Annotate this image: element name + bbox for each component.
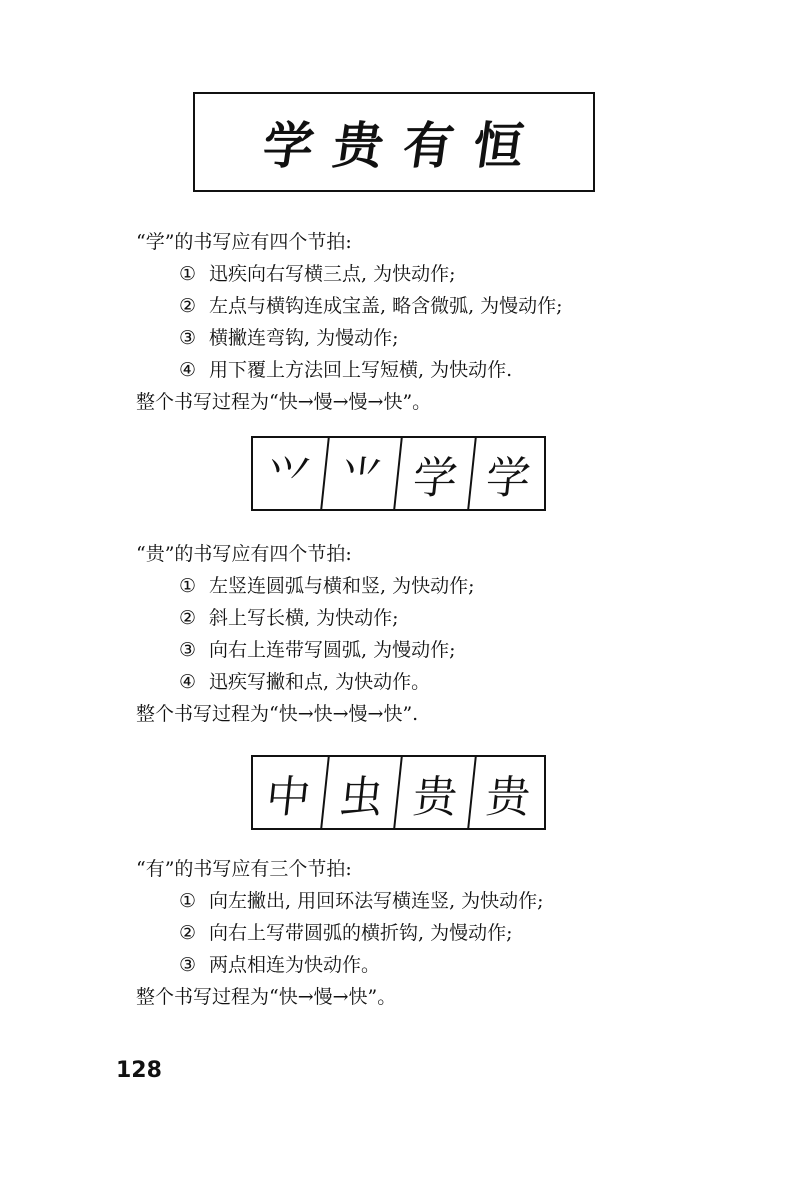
step-number: ① [179,263,197,285]
section-intro: “贵”的书写应有四个节拍: [136,543,352,565]
step-item [136,634,776,666]
section-intro: “有”的书写应有三个节拍: [136,858,352,880]
step-number: ② [179,607,197,629]
step-text: 用下覆上方法回上写短横, 为快动作. [209,359,513,381]
step-number: ③ [179,639,197,661]
step-number: ② [179,922,197,944]
section-xue [136,226,776,418]
stroke-sequence-xue [251,436,546,511]
section-gui [136,538,776,730]
step-item [136,258,776,290]
section-intro: “学”的书写应有四个节拍: [136,231,352,253]
step-number: ③ [179,954,197,976]
step-item [136,322,776,354]
stroke-cell: 学 [483,452,533,504]
step-number: ④ [179,359,197,381]
title-box [193,92,595,192]
section-summary: 整个书写过程为“快→慢→快”。 [136,986,397,1008]
step-number: ④ [179,671,197,693]
section-summary: 整个书写过程为“快→快→慢→快”. [136,703,419,725]
step-text: 两点相连为快动作。 [209,954,381,976]
step-item [136,602,776,634]
step-text: 横撇连弯钩, 为慢动作; [209,327,399,349]
step-item [136,917,776,949]
step-item [136,570,776,602]
stroke-cell: ⺍ [249,438,330,509]
step-number: ① [179,575,197,597]
page-number: 128 [116,1058,162,1083]
step-text: 左竖连圆弧与横和竖, 为快动作; [209,575,475,597]
step-text: 向右上写带圆弧的横折钩, 为慢动作; [209,922,513,944]
step-number: ② [179,295,197,317]
step-text: 斜上写长横, 为快动作; [209,607,399,629]
stroke-sequence-gui [251,755,546,830]
stroke-cell: ⺌ [323,438,404,509]
step-item [136,290,776,322]
step-item [136,666,776,698]
step-text: 向左撇出, 用回环法写横连竖, 为快动作; [209,890,544,912]
stroke-cell: 虫 [323,757,404,828]
step-item [136,885,776,917]
step-text: 向右上连带写圆弧, 为慢动作; [209,639,456,661]
stroke-cell: 贵 [483,771,533,823]
stroke-cell: 中 [249,757,330,828]
step-text: 迅疾写撇和点, 为快动作。 [209,671,431,693]
stroke-cell: 贵 [396,757,477,828]
step-text: 左点与横钩连成宝盖, 略含微弧, 为慢动作; [209,295,563,317]
step-number: ① [179,890,197,912]
step-item [136,354,776,386]
calligraphy-title: 学贵有恒 [259,116,548,175]
step-item [136,949,776,981]
section-you [136,853,776,1013]
step-text: 迅疾向右写横三点, 为快动作; [209,263,456,285]
step-number: ③ [179,327,197,349]
section-summary: 整个书写过程为“快→慢→慢→快”。 [136,391,432,413]
stroke-cell: 学 [396,438,477,509]
